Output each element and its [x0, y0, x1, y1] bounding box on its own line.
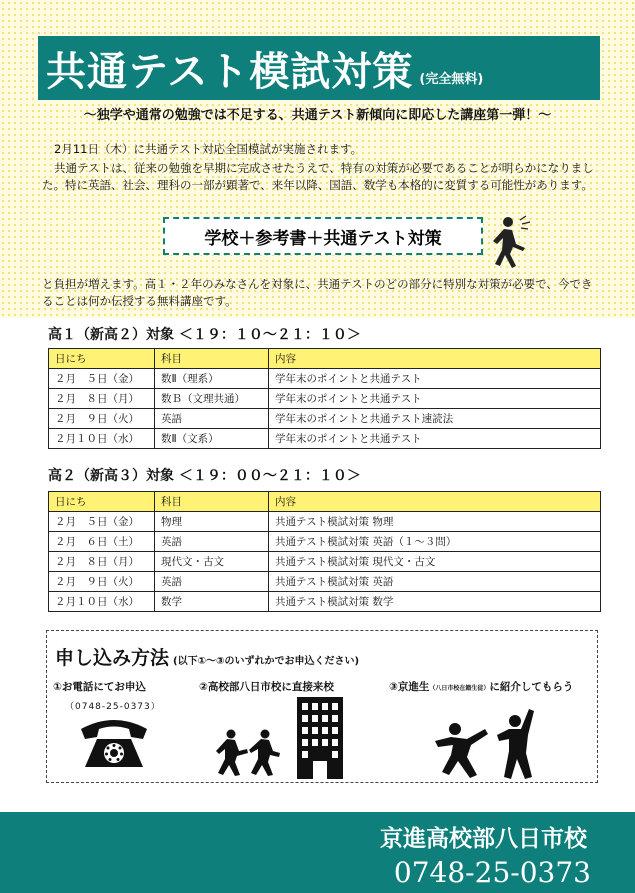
- cell-content: 学年末のポイントと共通テスト: [269, 389, 601, 409]
- header-subject: 科目: [155, 492, 269, 512]
- telephone-icon: [77, 713, 151, 771]
- cell-content: 共通テスト模試対策 数学: [269, 592, 601, 612]
- cell-subject: 物理: [155, 512, 269, 532]
- cell-subject: 数Ⅱ（理系）: [155, 369, 269, 389]
- grade2-heading: 高２（新高３）対象 ＜１９：００～２１：１０＞: [48, 468, 361, 484]
- table-row: [49, 572, 601, 592]
- grade1-table: [48, 348, 601, 449]
- header-date: 日にち: [49, 492, 155, 512]
- header-content: 内容: [269, 492, 601, 512]
- cell-subject: 現代文・古文: [155, 552, 269, 572]
- cell-content: 共通テスト模試対策 物理: [269, 512, 601, 532]
- cell-date: ２月 ５日（金）: [49, 369, 155, 389]
- table-row: [49, 369, 601, 389]
- table-row: [49, 552, 601, 572]
- cell-content: 学年末のポイントと共通テスト: [269, 429, 601, 449]
- running-people-icon: [213, 729, 283, 777]
- cell-subject: 英語: [155, 532, 269, 552]
- method-phone: ①お電話にてお申込: [53, 681, 146, 693]
- cell-subject: 英語: [155, 409, 269, 429]
- table-row: [49, 429, 601, 449]
- page-title: 共通テスト模試対策: [46, 48, 414, 95]
- cell-subject: 数Ⅱ（文系）: [155, 429, 269, 449]
- cell-content: 共通テスト模試対策 現代文・古文: [269, 552, 601, 572]
- application-heading: 申し込み方法: [55, 647, 170, 669]
- title-note: (完全無料): [419, 71, 484, 87]
- method-referral-a: ③京進生: [389, 681, 430, 693]
- method-phone-number: （0748-25-0373）: [65, 702, 161, 712]
- intro-paragraph-3: と負担が増えます。高１・２年のみなさんを対象に、共通テストのどの部分に特別な対策が必要で、今できることは何か伝授する無料講座です。: [42, 277, 593, 308]
- intro-paragraph-1: 2月11日（木）に共通テスト対応全国模試が実施されます。: [54, 142, 363, 156]
- method-referral: [389, 679, 573, 694]
- cell-content: 学年末のポイントと共通テスト: [269, 369, 601, 389]
- cell-content: 共通テスト模試対策 英語: [269, 572, 601, 592]
- table-row: [49, 592, 601, 612]
- grade2-table: [48, 491, 601, 612]
- method-visit: ②高校部八日市校に直接来校: [199, 681, 334, 693]
- cell-date: ２月 ５日（金）: [49, 512, 155, 532]
- header-content: 内容: [269, 349, 601, 369]
- grade1-heading: 高１（新高２）対象 ＜１９：１０～２１：１０＞: [48, 327, 361, 343]
- formula-box: [163, 217, 483, 255]
- header-date: 日にち: [49, 349, 155, 369]
- table-row: [49, 532, 601, 552]
- building-icon: [295, 695, 345, 779]
- referral-people-icon: [433, 705, 539, 781]
- cell-subject: 数学: [155, 592, 269, 612]
- formula-text: 学校＋参考書＋共通テスト対策: [204, 228, 442, 249]
- subtitle: ～独学や通常の勉強では不足する、共通テスト新傾向に即応した講座第一弾！～: [83, 108, 552, 123]
- cell-date: ２月 ９日（火）: [49, 572, 155, 592]
- table-row: [49, 512, 601, 532]
- table-header-row: [49, 349, 601, 369]
- table-header-row: [49, 492, 601, 512]
- cell-date: ２月１０日（水）: [49, 429, 155, 449]
- method-referral-b: に紹介してもらう: [489, 681, 574, 693]
- application-box: [46, 630, 598, 783]
- cell-date: ２月 ８日（月）: [49, 552, 155, 572]
- method-referral-small: （八日市校在籍生徒）: [429, 685, 490, 692]
- application-note: (以下①～③のいずれかでお申込ください): [173, 656, 360, 667]
- cell-subject: 英語: [155, 572, 269, 592]
- cell-date: ２月 ６日（土）: [49, 532, 155, 552]
- title-banner: [38, 36, 600, 100]
- table-row: [49, 389, 601, 409]
- footer-phone-number: 0748-25-0373: [393, 856, 591, 889]
- footer-school-name: 京進高校部八日市校: [380, 826, 587, 852]
- cell-date: ２月１０日（水）: [49, 592, 155, 612]
- table-row: [49, 409, 601, 429]
- cell-date: ２月 ８日（月）: [49, 389, 155, 409]
- running-person-icon: [490, 214, 536, 270]
- cell-date: ２月 ９日（火）: [49, 409, 155, 429]
- cell-subject: 数Ｂ（文理共通）: [155, 389, 269, 409]
- header-subject: 科目: [155, 349, 269, 369]
- application-title: [55, 643, 359, 670]
- cell-content: 共通テスト模試対策 英語（１～３問）: [269, 532, 601, 552]
- footer-banner: [0, 812, 635, 893]
- cell-content: 学年末のポイントと共通テスト速読法: [269, 409, 601, 429]
- intro-paragraph-2: 共通テストは、従来の勉強を早期に完成させたうえで、特有の対策が必要であることが明らかになりました。特に英語、社会、理科の一部が顕著で、来年以降、国語、数学も本格的に変質する可能性があります。: [42, 161, 594, 192]
